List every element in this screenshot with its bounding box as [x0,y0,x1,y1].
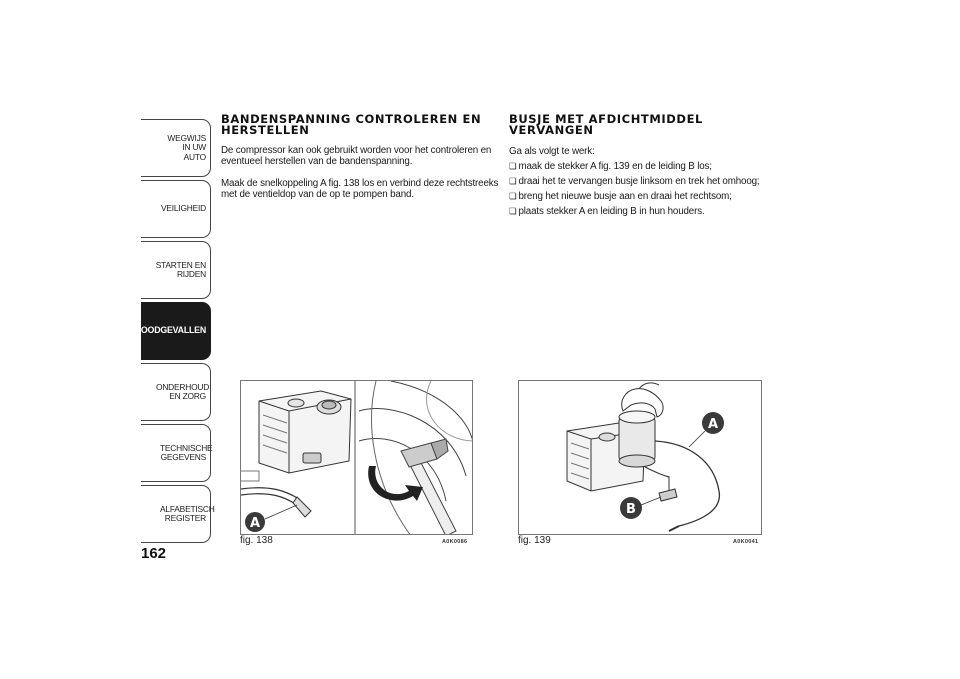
figure-138-caption: fig. 138 [240,535,273,546]
list-item: ❏ plaats stekker A en leiding B in hun houders. [509,206,760,217]
figure-138 [240,380,473,535]
text-line: Maak de snelkoppeling A fig. 138 los en verbind deze rechtstreeks [221,178,499,189]
heading-line: BANDENSPANNING CONTROLEREN EN [221,112,482,126]
tab-label: ALFABETISCH REGISTER [160,503,215,523]
tab-label: NOODGEVALLEN [134,325,206,336]
figure-139 [518,380,762,535]
tab-starten[interactable] [141,241,211,299]
figure-138-code: A0K0086 [442,539,468,545]
text-line: met de ventieldop van de op te pompen band. [221,189,414,200]
tab-wegwijs[interactable] [141,119,211,177]
section-heading-busje [509,114,703,136]
text-line: eventueel herstellen van de bandenspanning. [221,156,413,167]
instruction-list [509,146,760,217]
figure-139-caption: fig. 139 [518,535,551,546]
text-line: De compressor kan ook gebruikt worden voor het controleren en [221,145,492,156]
list-item: ❏ breng het nieuwe busje aan en draai het rechtsom; [509,191,760,202]
list-item: ❏ maak de stekker A fig. 139 en de leiding B los; [509,161,760,172]
tab-onderhoud[interactable] [141,363,211,421]
callout-a-label: A [249,516,261,531]
callout-b-label: B [626,502,636,517]
callout-a-label: A [707,417,719,432]
tab-label: ONDERHOUD EN ZORG [156,381,210,401]
heading-line: VERVANGEN [509,123,594,137]
tab-label: TECHNISCHE GEGEVENS [160,442,213,462]
heading-line: BUSJE MET AFDICHTMIDDEL [509,112,703,126]
list-item: ❏ draai het te vervangen busje linksom en trek het omhoog; [509,176,760,187]
paragraph-compressor [221,145,491,167]
tab-register[interactable] [141,485,215,543]
section-heading-bandenspanning [221,114,481,136]
heading-line: HERSTELLEN [221,123,310,137]
tab-label: WEGWIJS IN UW AUTO [167,132,206,162]
figure-139-code: A0K0041 [733,539,759,545]
tab-technische[interactable] [141,424,211,482]
tab-label: STARTEN EN RIJDEN [155,259,206,279]
page-number: 162 [141,545,167,562]
compressor-tire-illustration [241,381,473,535]
sealant-cartridge-illustration [519,381,762,535]
tab-veiligheid[interactable] [141,180,211,238]
paragraph-snelkoppeling [221,178,498,200]
tab-noodgevallen[interactable] [134,302,211,360]
tab-label: VEILIGHEID [160,203,206,214]
list-intro: Ga als volgt te werk: [509,146,595,157]
